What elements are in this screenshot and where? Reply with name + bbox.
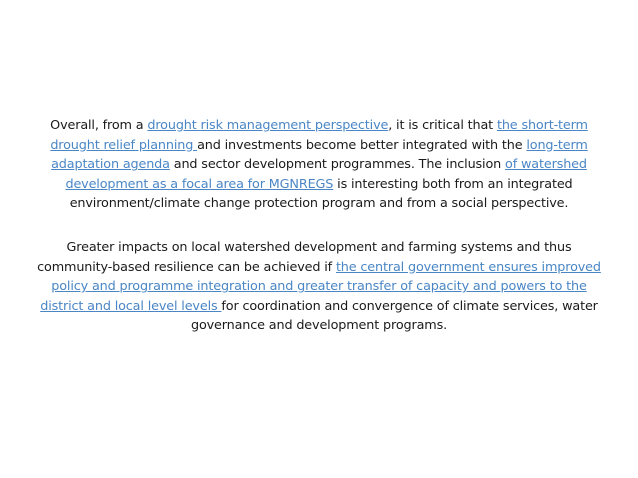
- link-long-term-adaptation-agenda[interactable]: long-term adaptation agenda: [51, 137, 588, 173]
- paragraph-1: [36, 116, 602, 214]
- link-short-term-drought-relief[interactable]: the short-term drought relief planning: [50, 118, 588, 153]
- paragraph-2: [36, 238, 602, 336]
- text-segment: , it is critical that: [388, 118, 497, 133]
- link-drought-risk-management[interactable]: drought risk management perspective: [147, 118, 389, 133]
- text-segment: Overall, from a: [50, 118, 148, 133]
- link-central-government-ensures[interactable]: the central government ensures improved policy and programme integration and greater transfer of capacity and powers to the district and local level levels: [40, 259, 601, 314]
- text-segment: Greater impacts on local watershed development and farming systems and thus community-based resilience can be achieved if: [37, 240, 572, 275]
- text-segment: is interesting both from an integrated environment/climate change protection program and from a social perspective.: [69, 176, 573, 212]
- link-watershed-development-mgnregs[interactable]: of watershed development as a focal area for MGNREGS: [65, 157, 587, 192]
- text-segment: for coordination and convergence of climate services, water governance and development programs.: [190, 298, 598, 334]
- text-segment: and investments become better integrated with the: [197, 137, 527, 153]
- text-segment: and sector development programmes. The inclusion: [169, 157, 506, 173]
